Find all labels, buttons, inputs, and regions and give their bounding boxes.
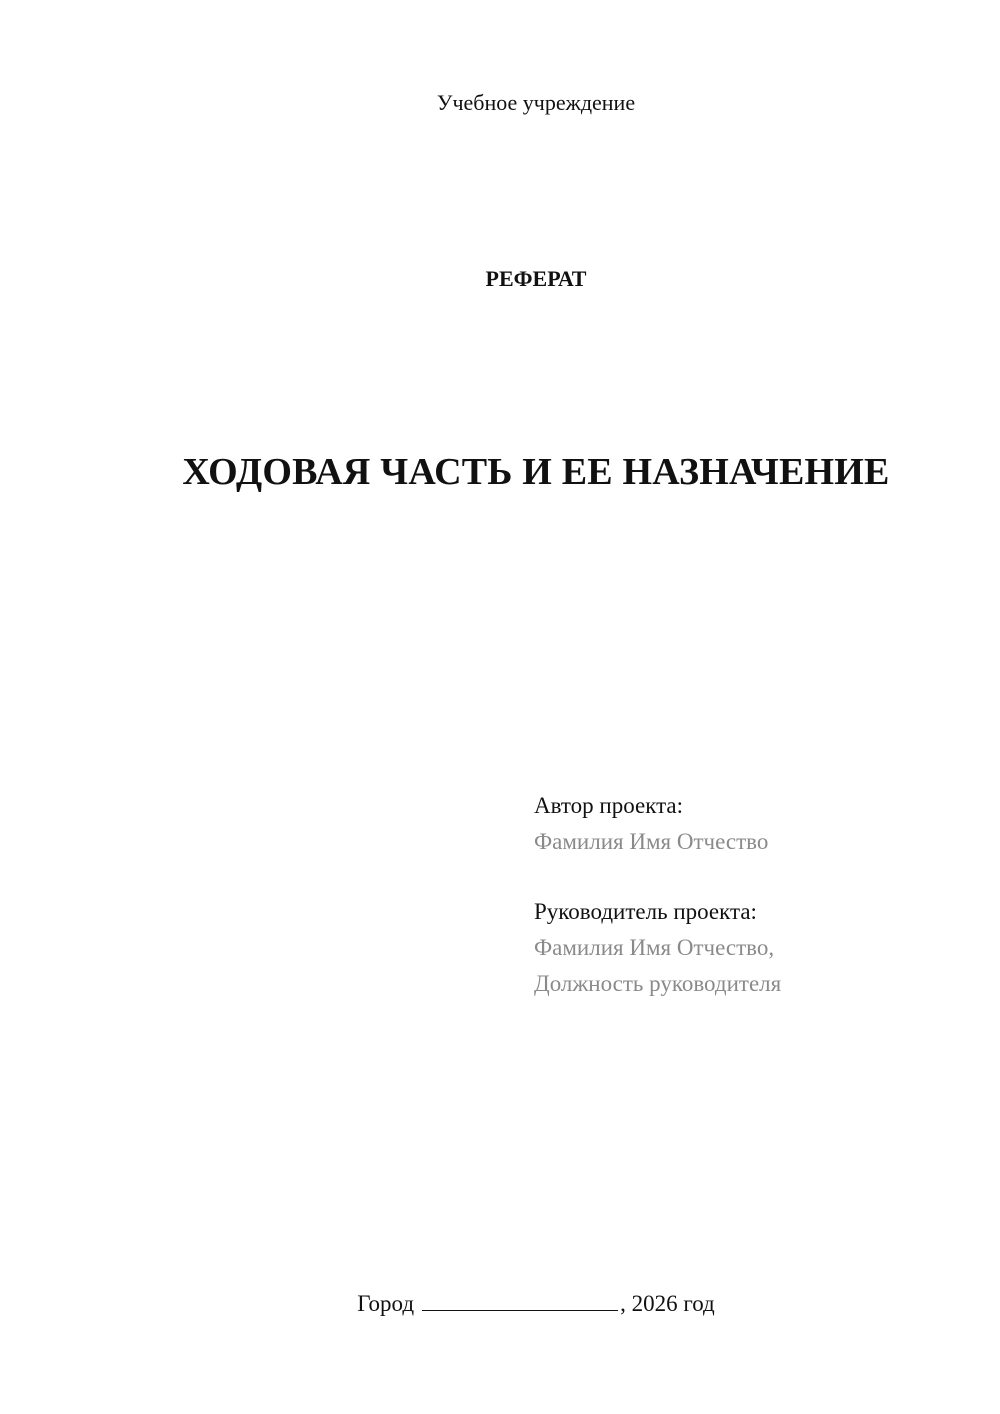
document-title: ХОДОВАЯ ЧАСТЬ И ЕЕ НАЗНАЧЕНИЕ	[182, 451, 890, 493]
document-type: РЕФЕРАТ	[485, 266, 587, 291]
year-text: , 2026 год	[620, 1291, 715, 1316]
author-label: Автор проекта:	[534, 793, 683, 818]
institution-name: Учебное учреждение	[436, 90, 636, 115]
author-name: Фамилия Имя Отчество	[534, 829, 769, 854]
authors-spacer	[534, 860, 781, 894]
supervisor-name: Фамилия Имя Отчество,	[534, 935, 775, 960]
supervisor-position: Должность руководителя	[534, 971, 782, 996]
footer-city-year	[0, 1290, 1000, 1317]
authors-block	[534, 788, 781, 1002]
city-label: Город	[357, 1291, 415, 1316]
city-blank-line	[422, 1290, 618, 1311]
supervisor-label: Руководитель проекта:	[534, 899, 757, 924]
